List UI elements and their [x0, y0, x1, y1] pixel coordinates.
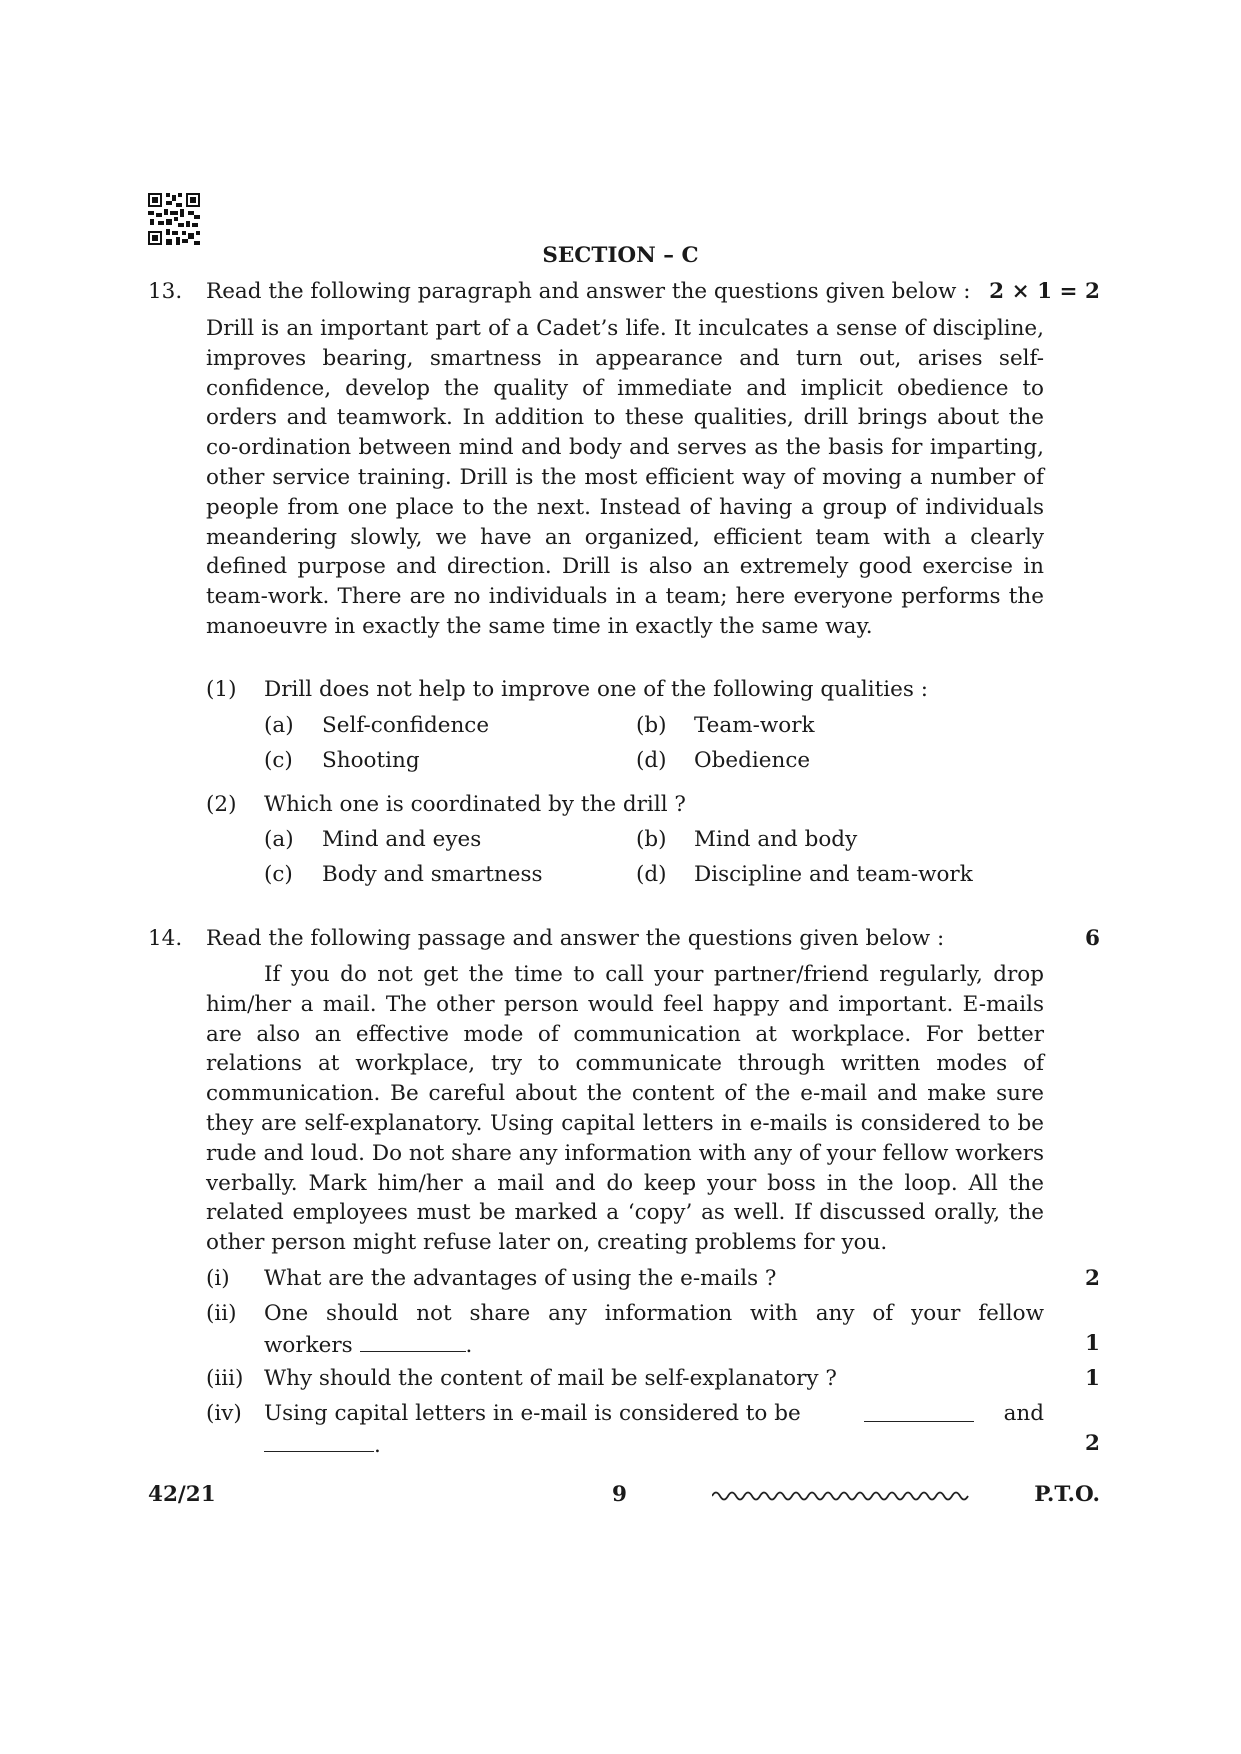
q14-ii-line1: One should not share any information with any of your fellow	[264, 1301, 1044, 1326]
q14-iii-text: Why should the content of mail be self-explanatory ?	[264, 1366, 837, 1391]
q14-iv-and: and	[1003, 1401, 1044, 1426]
question-13-marks: 2 × 1 = 2	[989, 279, 1100, 304]
q13-sub2-option-d: Discipline and team-work	[694, 862, 973, 887]
q13-sub2-number: (2)	[206, 792, 237, 817]
question-14-number: 14.	[148, 926, 183, 951]
q13-sub2-option-d-label: (d)	[636, 862, 667, 887]
q14-iv-end: .	[374, 1433, 381, 1458]
q13-sub2-option-c: Body and smartness	[322, 862, 543, 887]
q13-sub2-option-a-label: (a)	[264, 827, 294, 852]
question-14-prompt: Read the following passage and answer the questions given below :	[206, 926, 945, 951]
question-14-marks: 6	[1085, 926, 1100, 951]
q14-iii-number: (iii)	[206, 1366, 244, 1391]
q14-iv-line2	[264, 1429, 381, 1461]
q14-ii-number: (ii)	[206, 1301, 237, 1326]
footer-wavy-line-icon	[712, 1489, 970, 1503]
q14-iv-blank-2	[264, 1429, 374, 1452]
q13-sub1-text: Drill does not help to improve one of the following qualities :	[264, 677, 928, 702]
q14-ii-end: .	[465, 1333, 473, 1358]
q13-sub2-text: Which one is coordinated by the drill ?	[264, 792, 686, 817]
q13-sub2-option-b-label: (b)	[636, 827, 667, 852]
question-13-paragraph: Drill is an important part of a Cadet’s life. It inculcates a sense of discipline, improves bearing, smartness in appearance and turn out, arises self-confidence, develop the quality of immediate and implicit obedience to orders and teamwork. In addition to these qualities, drill brings about the co-ordination between mind and body and serves as the basis for imparting, other service training. Drill is the most efficient way of moving a number of people from one place to the next. Instead of having a group of individuals meandering slowly, we have an organized, efficient team with a clearly defined purpose and direction. Drill is also an extremely good exercise in team-work. There are no individuals in a team; here everyone performs the manoeuvre in exactly the same time in exactly the same way.	[206, 316, 1044, 639]
q13-sub1-option-a-label: (a)	[264, 713, 294, 738]
q14-iv-blank-group	[864, 1399, 1044, 1429]
q14-iv-marks: 2	[1085, 1431, 1100, 1456]
q13-sub2-option-c-label: (c)	[264, 862, 293, 887]
q14-iv-line1-text: Using capital letters in e-mail is considered to be	[264, 1401, 801, 1426]
question-14-paragraph: If you do not get the time to call your partner/friend regularly, drop him/her a mail. The other person would feel happy and important. E-mails are also an effective mode of communication at workplace. For better relations at workplace, try to communicate through written modes of communication. Be careful about the content of the e-mail and make sure they are self-explanatory. Using capital letters in e-mails is considered to be rude and loud. Do not share any information with any of your fellow workers verbally. Mark him/her a mail and do keep your boss in the loop. All the related employees must be marked a ‘copy’ as well. If discussed orally, the other person might refuse later on, creating problems for you.	[206, 962, 1044, 1256]
q14-iv-number: (iv)	[206, 1401, 242, 1426]
question-13-prompt: Read the following paragraph and answer the questions given below :	[206, 279, 971, 304]
q14-ii-blank	[360, 1329, 466, 1352]
footer-paper-code: 42/21	[148, 1482, 216, 1507]
q13-sub2-option-b: Mind and body	[694, 827, 858, 852]
q14-i-text: What are the advantages of using the e-mails ?	[264, 1266, 777, 1291]
q13-sub1-number: (1)	[206, 677, 237, 702]
section-title: SECTION – C	[542, 243, 699, 268]
q14-i-marks: 2	[1085, 1266, 1100, 1291]
qr-code-icon	[148, 193, 200, 245]
q14-ii-marks: 1	[1085, 1331, 1100, 1356]
q14-iv-blank-1	[864, 1399, 974, 1422]
question-13-number: 13.	[148, 279, 183, 304]
q14-ii-line2-text: workers	[264, 1333, 353, 1358]
footer-page-number: 9	[612, 1482, 627, 1507]
q13-sub1-option-a: Self-confidence	[322, 713, 490, 738]
q14-iv-line1	[264, 1399, 1044, 1429]
footer-pto: P.T.O.	[1034, 1482, 1100, 1507]
q14-iii-marks: 1	[1085, 1366, 1100, 1391]
q13-sub1-option-c: Shooting	[322, 748, 420, 773]
q13-sub1-option-b-label: (b)	[636, 713, 667, 738]
q13-sub2-option-a: Mind and eyes	[322, 827, 482, 852]
q13-sub1-option-d-label: (d)	[636, 748, 667, 773]
q13-sub1-option-b: Team-work	[694, 713, 815, 738]
q14-i-number: (i)	[206, 1266, 230, 1291]
q13-sub1-option-c-label: (c)	[264, 748, 293, 773]
q14-ii-line2	[264, 1329, 472, 1361]
q13-sub1-option-d: Obedience	[694, 748, 811, 773]
